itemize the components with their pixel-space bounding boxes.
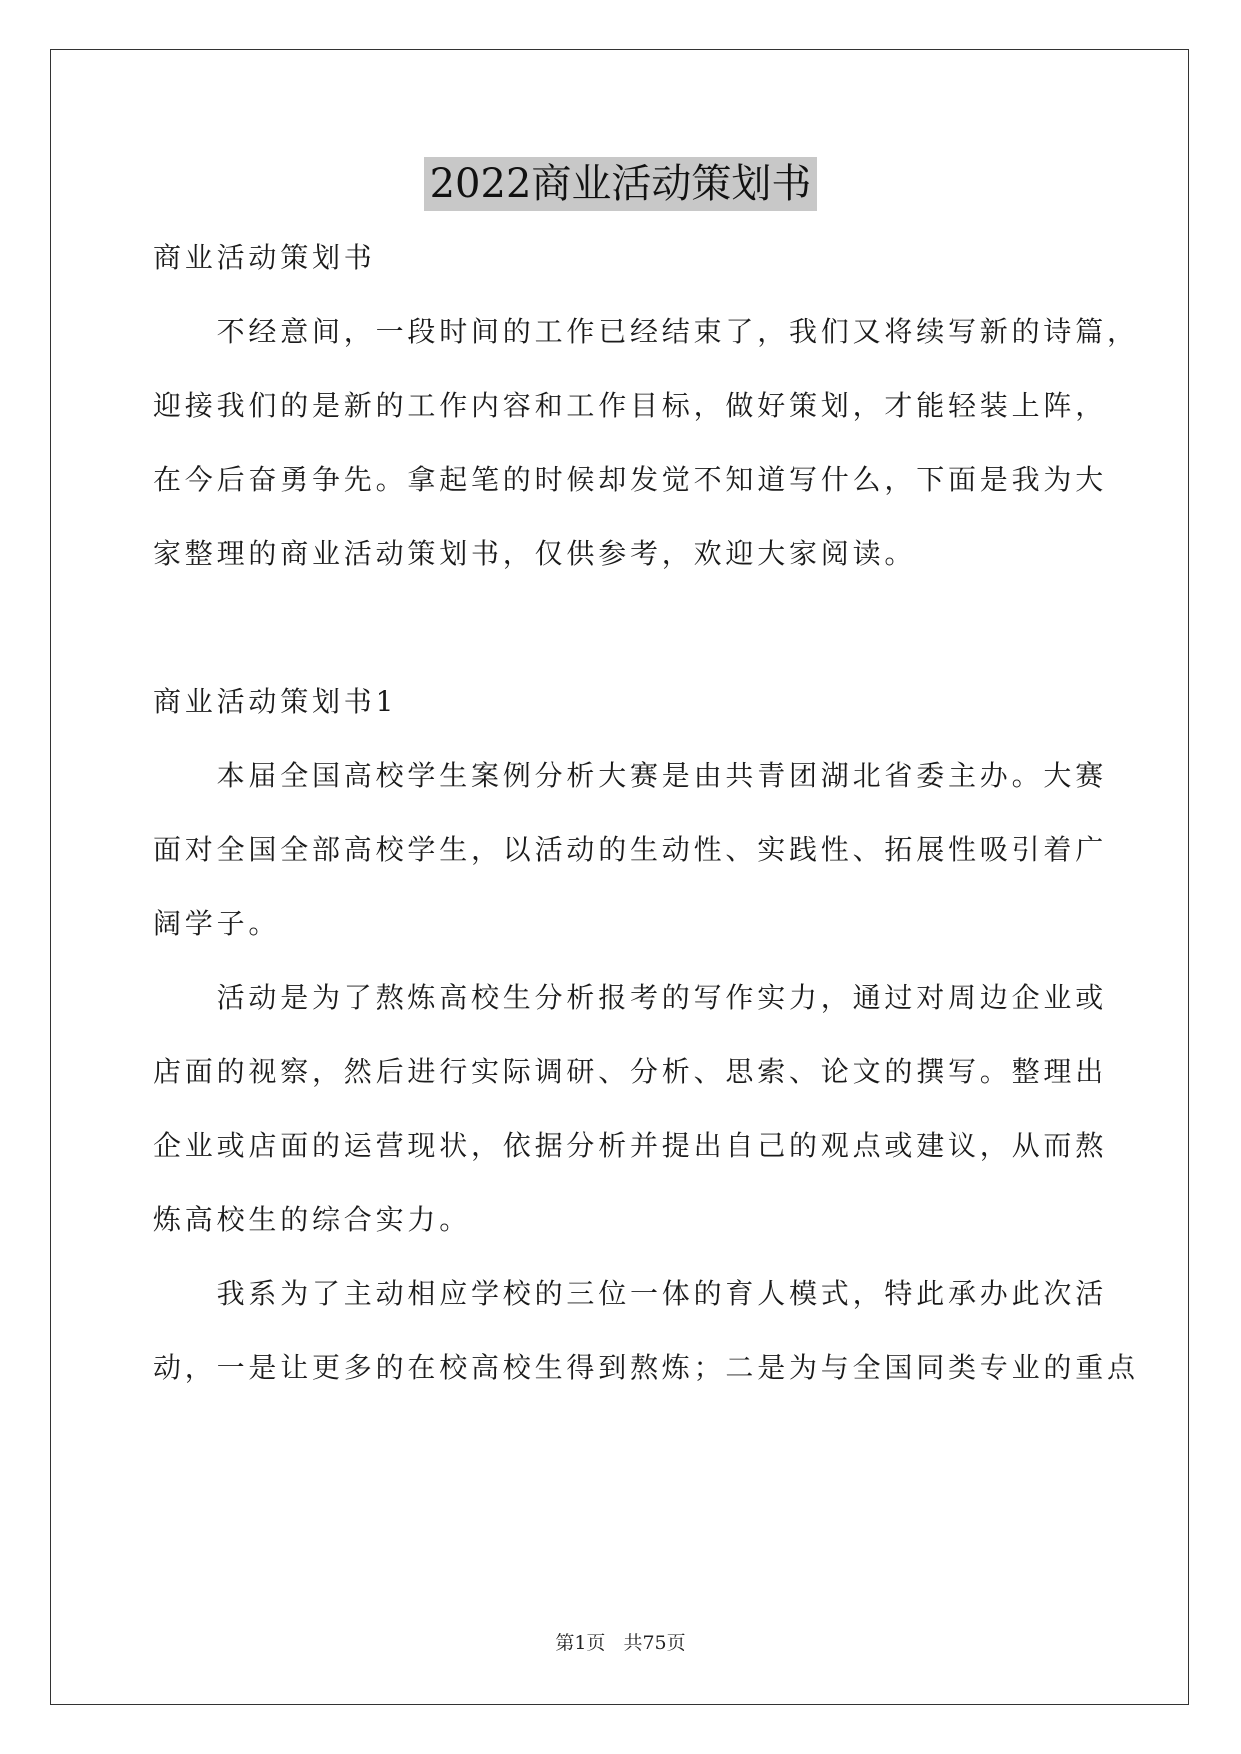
section-heading: 商业活动策划书1 (153, 685, 398, 718)
paragraph-line: 店面的视察，然后进行实际调研、分析、思索、论文的撰写。整理出 (153, 1055, 1108, 1088)
document-title: 2022商业活动策划书 (424, 157, 818, 211)
paragraph-line: 阔学子。 (153, 907, 281, 940)
subtitle-line: 商业活动策划书 (153, 241, 376, 274)
paragraph-line: 家整理的商业活动策划书，仅供参考，欢迎大家阅读。 (153, 537, 917, 570)
paragraph-line: 炼高校生的综合实力。 (153, 1203, 472, 1236)
page-footer (0, 1628, 1241, 1655)
paragraph-line: 迎接我们的是新的工作内容和工作目标，做好策划，才能轻装上阵， (153, 389, 1108, 422)
paragraph-line: 面对全国全部高校学生，以活动的生动性、实践性、拓展性吸引着广 (153, 833, 1108, 866)
page-number: 第1页 (555, 1632, 606, 1654)
paragraph-line: 活动是为了熬炼高校生分析报考的写作实力，通过对周边企业或 (153, 981, 1108, 1014)
page-total: 共75页 (623, 1632, 686, 1654)
title-wrap (0, 157, 1241, 211)
paragraph-line: 我系为了主动相应学校的三位一体的育人模式，特此承办此次活 (153, 1277, 1108, 1310)
paragraph-line: 动，一是让更多的在校高校生得到熬炼；二是为与全国同类专业的重点 (153, 1351, 1139, 1384)
paragraph-line: 本届全国高校学生案例分析大赛是由共青团湖北省委主办。大赛 (153, 759, 1108, 792)
paragraph-line: 企业或店面的运营现状，依据分析并提出自己的观点或建议，从而熬 (153, 1129, 1108, 1162)
paragraph-line: 不经意间，一段时间的工作已经结束了，我们又将续写新的诗篇， (153, 315, 1139, 348)
page-border (50, 49, 1189, 1705)
paragraph-line: 在今后奋勇争先。拿起笔的时候却发觉不知道写什么，下面是我为大 (153, 463, 1108, 496)
